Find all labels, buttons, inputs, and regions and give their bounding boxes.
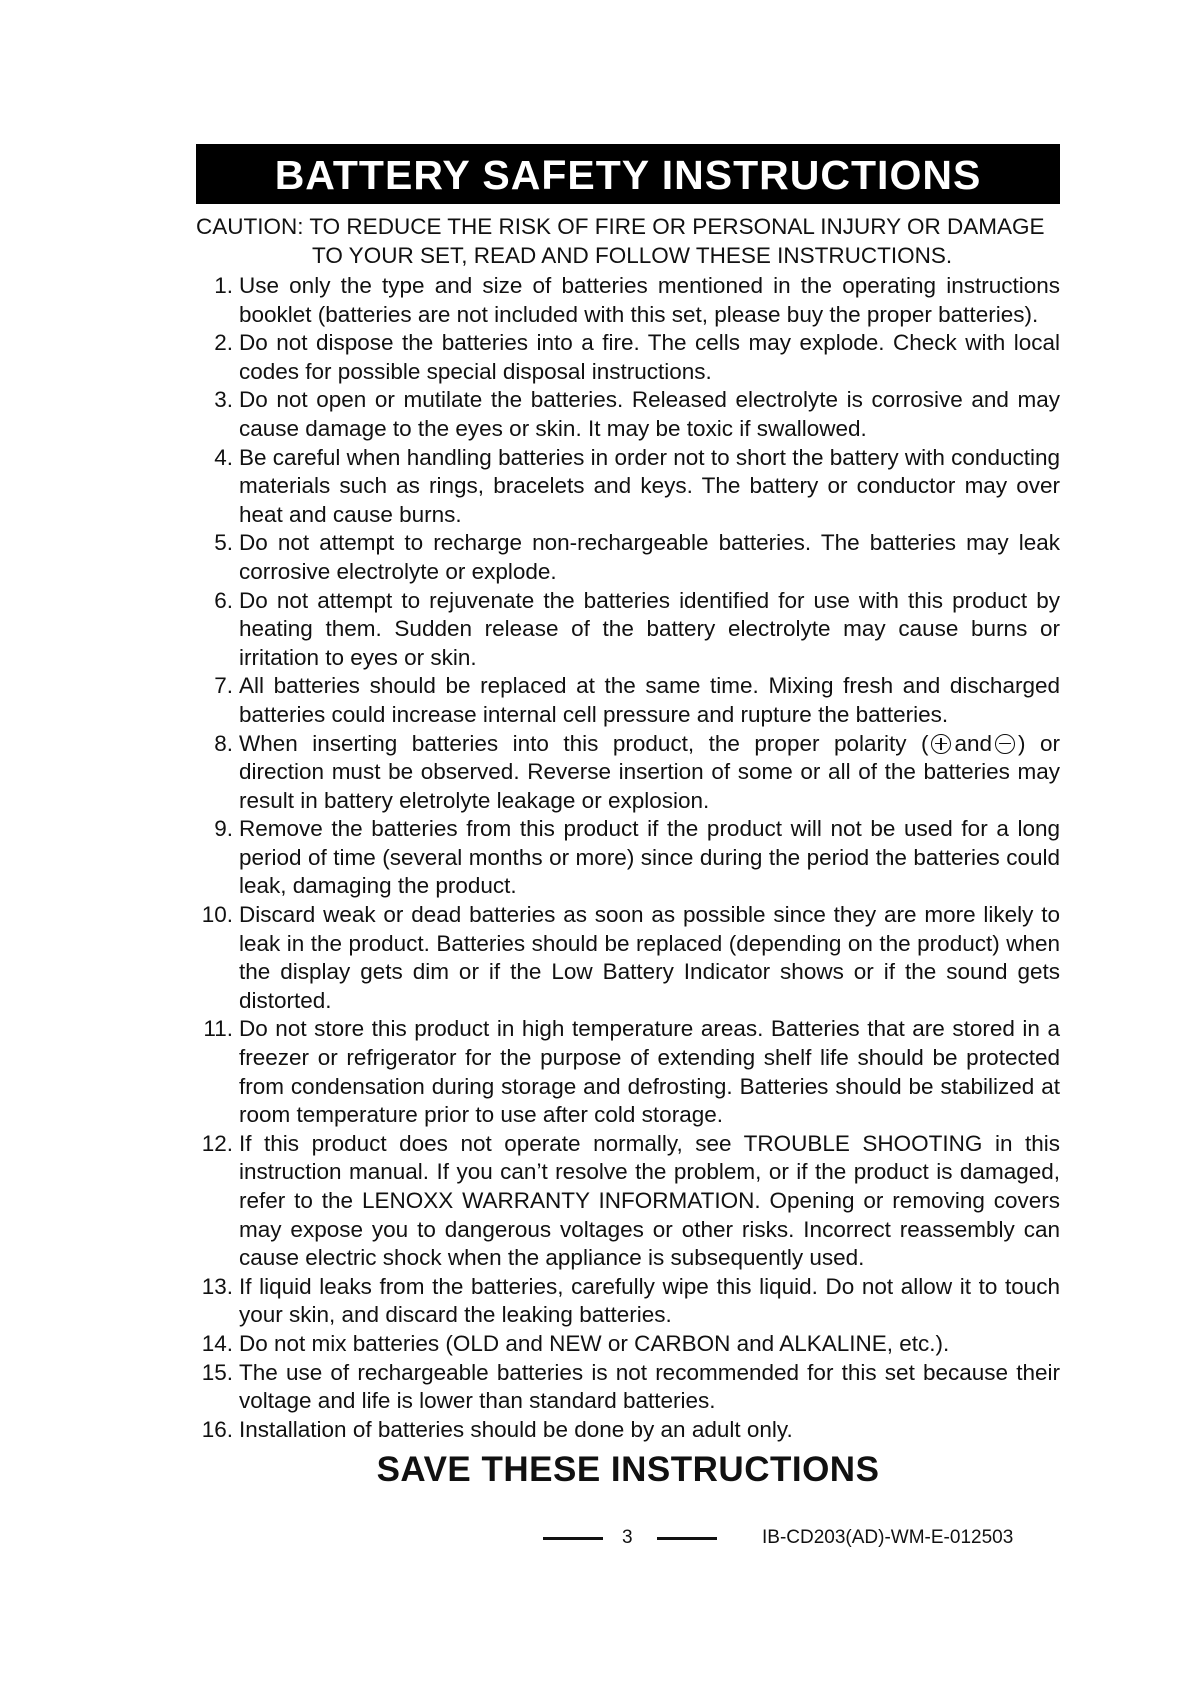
list-item (196, 901, 1060, 1015)
list-item (196, 272, 1060, 329)
list-item (196, 386, 1060, 443)
minus-polarity-icon (995, 734, 1015, 754)
item-number: 2. (214, 330, 233, 356)
document-code: IB-CD203(AD)-WM-E-012503 (762, 1527, 1014, 1548)
item-text-part-a: When inserting batteries into this product, the proper polarity ( (239, 730, 929, 756)
item-text-part-c: ) or direction must be observed. Reverse insertion of some or all of the batteries may result in battery eletrolyte leakage or explosion. (239, 730, 1061, 813)
item-text: Installation of batteries should be done by an adult only. (239, 1416, 793, 1442)
item-number: 8. (214, 730, 233, 756)
item-number: 5. (214, 530, 233, 556)
item-text: The use of rechargeable batteries is not recommended for this set because their voltage and life is lower than standard batteries. (239, 1359, 1060, 1414)
item-number: 9. (214, 816, 233, 842)
item-text: If liquid leaks from the batteries, carefully wipe this liquid. Do not allow it to touch your skin, and discard the leaking batteries. (239, 1273, 1060, 1328)
item-number: 6. (214, 587, 233, 613)
list-item (196, 1273, 1060, 1330)
page-footer (0, 1525, 1191, 1555)
item-text: Do not open or mutilate the batteries. Released electrolyte is corrosive and may cause damage to the eyes or skin. It may be toxic if swallowed. (239, 387, 1060, 441)
item-text: Do not attempt to rejuvenate the batteries identified for use with this product by heating them. Sudden release of the battery electrolyte may cause burns or irritation to eyes or skin. (239, 587, 1060, 670)
item-number: 12. (201, 1130, 233, 1156)
caution-line-1: CAUTION: TO REDUCE THE RISK OF FIRE OR PERSONAL INJURY OR DAMAGE (196, 214, 1045, 239)
page-number: 3 (622, 1527, 633, 1548)
item-number: 10. (201, 902, 233, 928)
list-item (196, 1416, 1060, 1445)
footer-rule-right (657, 1537, 717, 1540)
item-text: Remove the batteries from this product if the product will not be used for a long period of time (several months or more) since during the period the batteries could leak, damaging the product. (239, 816, 1060, 899)
item-text: Do not attempt to recharge non-rechargeable batteries. The batteries may leak corrosive electrolyte or explode. (239, 530, 1060, 584)
item-number: 14. (201, 1330, 233, 1356)
item-text: Do not mix batteries (OLD and NEW or CARBON and ALKALINE, etc.). (239, 1330, 950, 1356)
list-item (196, 587, 1060, 673)
list-item (196, 672, 1060, 729)
list-item (196, 1330, 1060, 1359)
item-text-part-b: and (954, 730, 993, 756)
item-text: Do not store this product in high temperature areas. Batteries that are stored in a freezer or refrigerator for the purpose of extending shelf life should be protected from condensation during storage and defrosting. Batteries should be stabilized at room temperature prior to use after cold storage. (239, 1016, 1060, 1128)
list-item (196, 815, 1060, 901)
item-text: Discard weak or dead batteries as soon as possible since they are more likely to leak in the product. Batteries should be replaced (depending on the product) when the display gets dim or if the Low Battery Indicator shows or if the sound gets distorted. (239, 902, 1060, 1013)
item-number: 7. (214, 673, 233, 699)
item-text: All batteries should be replaced at the same time. Mixing fresh and discharged batteries could increase internal cell pressure and rupture the batteries. (239, 673, 1060, 727)
item-text: Use only the type and size of batteries mentioned in the operating instructions booklet (batteries are not included with this set, please buy the proper batteries). (239, 273, 1060, 327)
item-number: 1. (214, 273, 233, 298)
list-item (196, 730, 1060, 816)
caution-line-2: TO YOUR SET, READ AND FOLLOW THESE INSTRUCTIONS. (312, 243, 953, 268)
item-number: 11. (203, 1016, 233, 1042)
document-page (196, 144, 1060, 1490)
list-item (196, 1130, 1060, 1273)
item-text: Do not dispose the batteries into a fire. The cells may explode. Check with local codes for possible special disposal instructions. (239, 330, 1060, 384)
list-item (196, 329, 1060, 386)
list-item (196, 1015, 1060, 1129)
item-number: 16. (201, 1416, 233, 1442)
item-number: 13. (201, 1273, 233, 1299)
item-text: Be careful when handling batteries in order not to short the battery with conducting materials such as rings, bracelets and keys. The battery or conductor may over heat and cause burns. (239, 444, 1060, 527)
instruction-list (196, 272, 1060, 1444)
item-number: 3. (214, 387, 233, 413)
list-item (196, 529, 1060, 586)
save-instructions-heading: SAVE THESE INSTRUCTIONS (376, 1450, 880, 1490)
page-title: BATTERY SAFETY INSTRUCTIONS (196, 144, 1060, 204)
plus-polarity-icon (931, 734, 951, 754)
item-number: 15. (201, 1359, 233, 1385)
caution-statement (196, 212, 1060, 270)
item-number: 4. (214, 444, 233, 470)
item-text: If this product does not operate normally, see TROUBLE SHOOTING in this instruction manual. If you can’t resolve the problem, or if the product is damaged, refer to the LENOXX WARRANTY INFORMATION. Opening or removing covers may expose you to dangerous voltages or other risks. Incorrect reassembly can cause electric shock when the appliance is subsequently used. (239, 1130, 1060, 1271)
list-item (196, 444, 1060, 530)
footer-rule-left (543, 1537, 603, 1540)
list-item (196, 1359, 1060, 1416)
